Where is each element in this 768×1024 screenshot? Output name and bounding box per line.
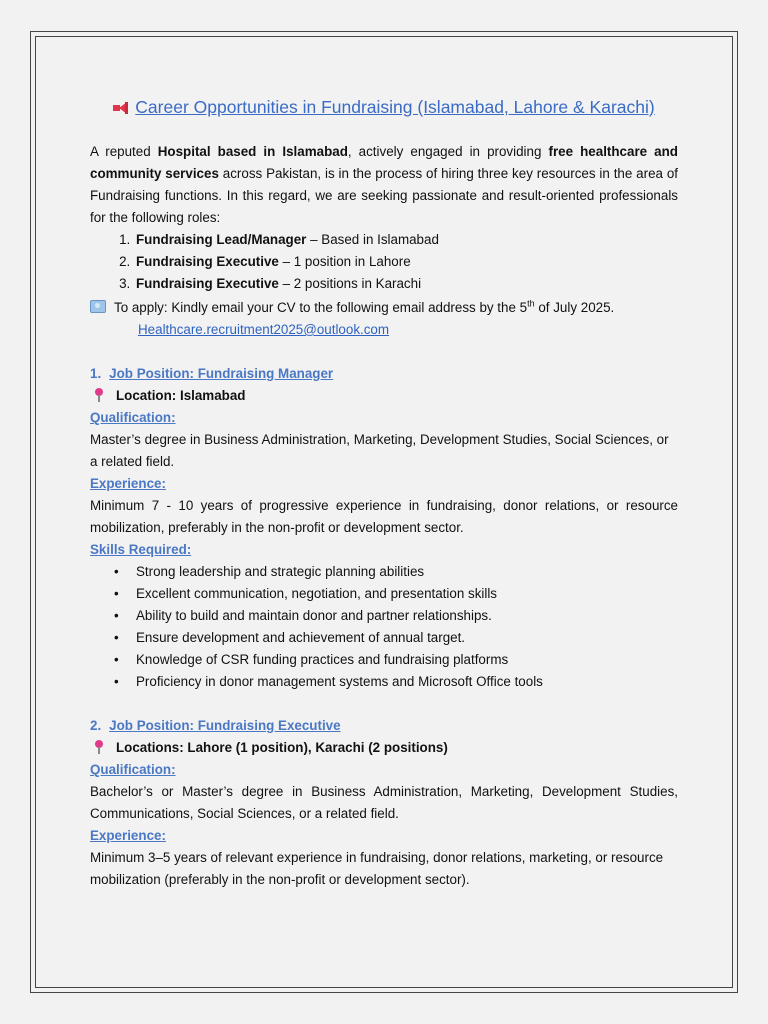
intro-text-2: , actively engaged in providing: [347, 144, 549, 159]
job1-skills-list: [90, 561, 678, 693]
job1-skills-label: Skills Required:: [90, 542, 192, 557]
apply-tail: of July 2025.: [534, 300, 615, 315]
job2-experience: Minimum 3–5 years of relevant experience in fundraising, donor relations, marketing, or resource mobilization (preferably in the non-profit or development sector).: [90, 850, 664, 887]
role-title: Fundraising Executive: [136, 276, 279, 291]
intro-text-3: across Pakistan, is in the process of hiring three key resources in the area of Fundraising functions. In this regard, we are seeking passionate and result-oriented professionals for the following roles:: [90, 166, 678, 225]
skill-item: • Ability to build and maintain donor and partner relationships.: [136, 605, 678, 627]
email-icon: [90, 300, 106, 313]
skill-item: • Strong leadership and strategic planning abilities: [136, 561, 678, 583]
job2-location: [90, 737, 678, 759]
job1-number: 1.: [90, 366, 102, 381]
intro-paragraph: [90, 141, 678, 229]
role-item: [134, 251, 678, 273]
job2-heading: [90, 715, 678, 737]
roles-list: [90, 229, 678, 295]
job2-qualification-label: Qualification:: [90, 762, 176, 777]
job2-heading-text: Job Position: Fundraising Executive: [109, 718, 341, 733]
role-detail: – Based in Islamabad: [306, 232, 439, 247]
job1-qualification-label: Qualification:: [90, 410, 176, 425]
skill-item: • Excellent communication, negotiation, and presentation skills: [136, 583, 678, 605]
role-title: Fundraising Executive: [136, 254, 279, 269]
email-link[interactable]: Healthcare.recruitment2025@outlook.com: [138, 322, 390, 337]
skill-item: • Ensure development and achievement of annual target.: [136, 627, 678, 649]
page-title-text: Career Opportunities in Fundraising (Islamabad, Lahore & Karachi): [135, 97, 655, 117]
megaphone-icon: [113, 102, 129, 114]
intro-bold-services: free healthcare and community services: [90, 144, 678, 181]
job2-experience-label: Experience:: [90, 828, 166, 843]
job1-heading-text: Job Position: Fundraising Manager: [109, 366, 334, 381]
role-detail: – 1 position in Lahore: [278, 254, 411, 269]
apply-instructions: [90, 297, 678, 319]
location-pin-icon: [94, 388, 104, 402]
apply-text: To apply: Kindly email your CV to the following email address by the 5: [114, 300, 528, 315]
intro-bold-hospital: Hospital based in Islamabad: [157, 144, 348, 159]
role-item: [134, 273, 678, 295]
location-pin-icon: [94, 740, 104, 754]
document-body: [90, 95, 678, 891]
page-title: [90, 95, 678, 119]
apply-sup: th: [527, 298, 535, 309]
role-item: [134, 229, 678, 251]
job1-qualification: Master’s degree in Business Administration, Marketing, Development Studies, Social Sciences, or a related field.: [90, 432, 669, 469]
job1-heading: [90, 363, 678, 385]
email-line: [90, 319, 678, 341]
role-detail: – 2 positions in Karachi: [278, 276, 422, 291]
job1-experience: Minimum 7 - 10 years of progressive experience in fundraising, donor relations, or resource mobilization, preferably in the non-profit or development sector.: [90, 498, 678, 535]
job1-location: [90, 385, 678, 407]
job2-qualification: Bachelor’s or Master’s degree in Business Administration, Marketing, Development Studies, Communications, Social Sciences, or a related field.: [90, 784, 678, 821]
skill-item: • Knowledge of CSR funding practices and fundraising platforms: [136, 649, 678, 671]
job1-location-text: Location: Islamabad: [116, 388, 246, 403]
skill-item: • Proficiency in donor management systems and Microsoft Office tools: [136, 671, 678, 693]
role-title: Fundraising Lead/Manager: [136, 232, 307, 247]
job2-location-text: Locations: Lahore (1 position), Karachi (2 positions): [116, 740, 448, 755]
intro-text-1: A reputed: [90, 144, 158, 159]
job2-number: 2.: [90, 718, 102, 733]
job1-experience-label: Experience:: [90, 476, 166, 491]
